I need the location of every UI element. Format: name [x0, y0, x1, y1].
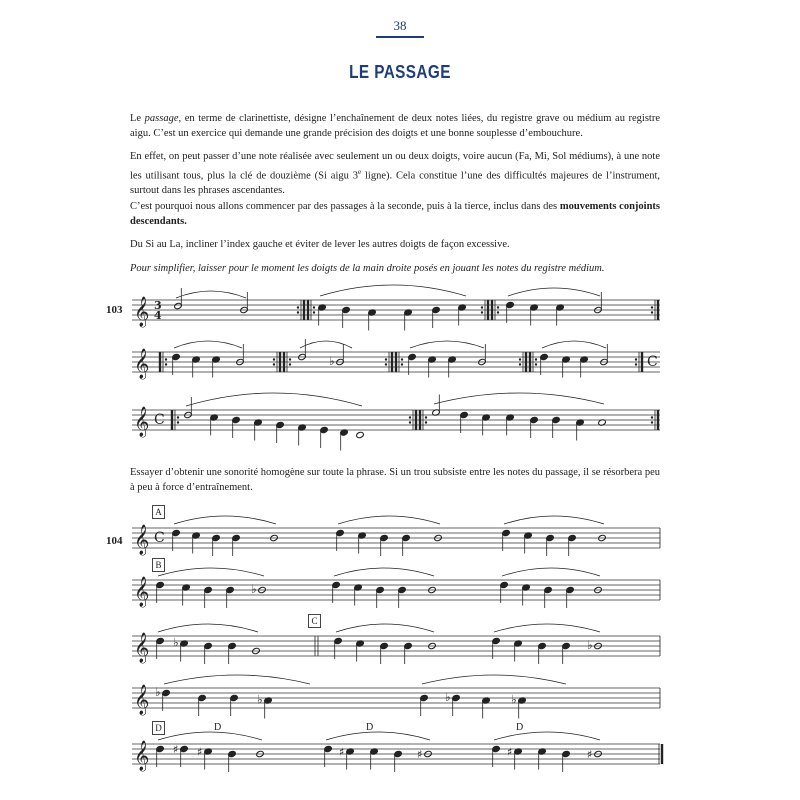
repeat-dot: [165, 358, 167, 360]
treble-clef: 𝄞: [134, 407, 150, 437]
repeat-dot: [481, 311, 483, 313]
common-time: C: [647, 354, 658, 370]
slur: [542, 341, 606, 348]
slur: [502, 568, 600, 576]
dynamics-mark-2: D: [366, 722, 374, 733]
sharp-sign: ♯: [587, 748, 593, 761]
dynamics-mark-3: D: [516, 722, 524, 733]
slur: [300, 341, 352, 348]
repeat-dot: [409, 421, 411, 423]
sharp-sign: ♯: [417, 748, 423, 761]
slur: [176, 291, 246, 298]
repeat-dot: [519, 363, 521, 365]
slur: [158, 624, 258, 632]
repeat-dot: [297, 306, 299, 308]
flat-sign: ♭: [173, 635, 179, 650]
treble-clef: 𝄞: [134, 525, 150, 555]
slur: [508, 288, 600, 296]
repeat-dot: [425, 416, 427, 418]
sharp-sign: ♯: [197, 745, 203, 759]
slur: [410, 341, 484, 348]
paragraph-intro: Le passage, en terme de clarinettiste, désigne l’enchaînement de deux notes liées, du registre grave ou médium au registre aigu. C’est un exercice qui demande une grande précision des doigts et une bonne souplesse d’embouchure.: [130, 113, 661, 139]
paragraph-fingering: Du Si au La, incliner l’index gauche et éviter de lever les autres doigts de façon excessive.: [130, 239, 510, 250]
repeat-dot: [651, 311, 653, 313]
repeat-dot: [313, 311, 315, 313]
repeat-dot: [401, 363, 403, 365]
slur: [326, 732, 430, 740]
common-time: C: [154, 530, 165, 546]
slur: [164, 675, 310, 684]
flat-sign: ♭: [329, 354, 335, 368]
repeat-dot: [497, 306, 499, 308]
repeat-dot: [409, 416, 411, 418]
repeat-dot: [385, 358, 387, 360]
slur: [494, 732, 600, 740]
flat-sign: ♭: [445, 690, 451, 704]
repeat-dot: [401, 358, 403, 360]
flat-sign: ♭: [251, 582, 257, 596]
slur: [336, 624, 434, 632]
repeat-dot: [519, 358, 521, 360]
dynamics-mark-1: D: [214, 722, 222, 733]
section-label-a: A: [152, 505, 165, 519]
page-title: LE PASSAGE: [349, 62, 451, 82]
flat-sign: ♭: [257, 692, 263, 707]
treble-clef: 𝄞: [134, 741, 150, 771]
repeat-dot: [635, 363, 637, 365]
slur: [174, 341, 242, 348]
time-signature-top: 3: [154, 299, 162, 312]
slur: [504, 516, 604, 524]
repeat-dot: [481, 306, 483, 308]
sharp-sign: ♯: [339, 745, 345, 759]
repeat-dot: [177, 416, 179, 418]
paragraph-homogeneity: Essayer d’obtenir une sonorité homogène sur toute la phrase. Si un trou subsiste entre les notes du passage, il se résorbera peu à peu à force d’entraînement.: [130, 467, 660, 493]
slur: [174, 516, 276, 524]
repeat-dot: [273, 363, 275, 365]
sharp-sign: ♯: [173, 743, 179, 756]
slur: [186, 393, 362, 406]
repeat-dot: [313, 306, 315, 308]
repeat-dot: [497, 311, 499, 313]
slur: [320, 285, 466, 296]
repeat-dot: [651, 421, 653, 423]
page-number: 38: [393, 18, 407, 33]
flat-sign: ♭: [587, 638, 593, 652]
repeat-dot: [425, 421, 427, 423]
repeat-dot: [289, 363, 291, 365]
time-signature-bottom: 4: [154, 309, 162, 322]
slur: [158, 568, 264, 576]
slur: [434, 393, 604, 404]
section-label-b: B: [152, 558, 165, 572]
repeat-dot: [385, 363, 387, 365]
paragraph-simplify: Pour simplifier, laisser pour le moment les doigts de la main droite posés en jouant les notes du registre médium.: [130, 263, 605, 274]
flat-sign: ♭: [155, 685, 161, 699]
treble-clef: 𝄞: [134, 685, 150, 715]
note-head: [356, 431, 365, 438]
repeat-dot: [651, 306, 653, 308]
repeat-dot: [177, 421, 179, 423]
section-label-c: C: [308, 614, 321, 628]
treble-clef: 𝄞: [134, 633, 150, 663]
sharp-sign: ♯: [507, 745, 513, 759]
repeat-dot: [165, 363, 167, 365]
repeat-dot: [273, 358, 275, 360]
slur: [338, 516, 440, 524]
exercise-number-103: 103: [106, 304, 123, 316]
treble-clef: 𝄞: [134, 577, 150, 607]
repeat-dot: [651, 416, 653, 418]
repeat-dot: [535, 358, 537, 360]
slur: [334, 568, 434, 576]
repeat-dot: [535, 363, 537, 365]
treble-clef: 𝄞: [134, 297, 150, 327]
slur: [494, 624, 600, 632]
paragraph-method: C’est pourquoi nous allons commencer par des passages à la seconde, puis à la tierce, inclus dans des mouvements conjoints descendants.: [130, 201, 660, 227]
common-time: C: [154, 412, 165, 428]
slur: [422, 675, 566, 684]
paragraph-explanation: En effet, on peut passer d’une note réalisée avec seulement un ou deux doigts, voire aucun (Fa, Mi, Sol médiums), à une note les utilisant tous, plus la clé de douzième (Si aigu 3e ligne). Cela constitue l’une des difficultés majeures de l’instrument, surtout dans les phrases ascendantes.: [130, 151, 660, 196]
repeat-dot: [297, 311, 299, 313]
flat-sign: ♭: [511, 692, 517, 707]
slur: [158, 732, 262, 740]
exercise-number-104: 104: [106, 535, 123, 547]
treble-clef: 𝄞: [134, 349, 150, 379]
repeat-dot: [635, 358, 637, 360]
section-label-d: D: [152, 721, 165, 735]
repeat-dot: [289, 358, 291, 360]
